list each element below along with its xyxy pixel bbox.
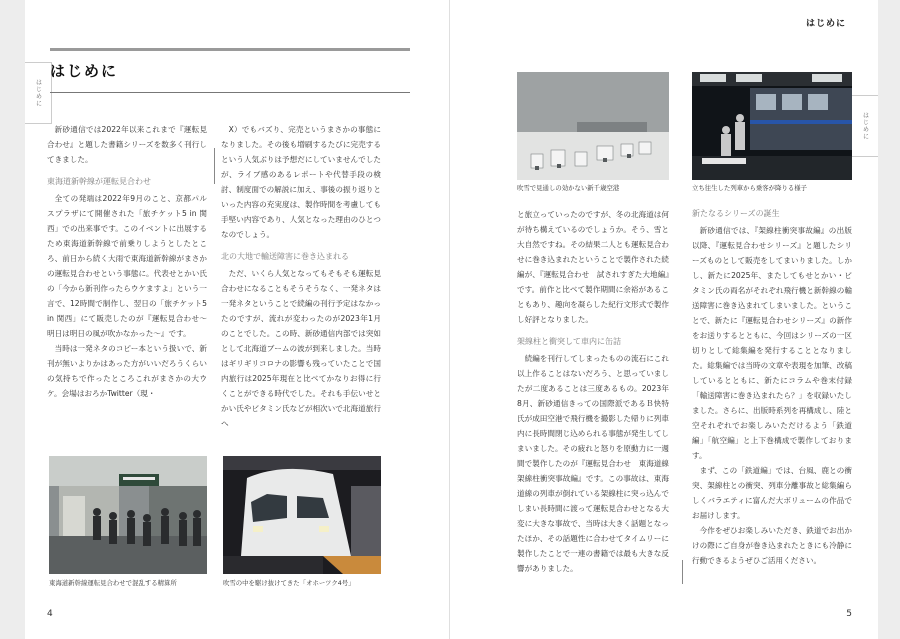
left-page [25, 0, 450, 639]
running-head: はじめに [805, 19, 846, 29]
body-paragraph: 全ての発端は2022年9月のこと、京都パルスプラザにて開催された「旅チケット5 in 関西」での出来事です。このイベントに出展するため東海道新幹線で前乗りしようとしたところ、前日から続く大雨で東海道新幹線がまさかの運転見合わせという事態に。代表せとかい氏の「今から新刊作ったらウケますよ」という一言で、12時間で制作し、翌日の「旅チケット5 in 関西」にて販売したのが『運転見合わせ～明日は明日の風が吹かなかった～』です。 [47, 194, 207, 338]
section-heading: 新たなるシリーズの誕生 [692, 209, 780, 218]
photo-caption: 立ち往生した列車から乗客が降りる様子 [692, 184, 808, 192]
body-paragraph: ただ、いくら人気となってもそもそも運転見合わせになることもそうそうなく、一発ネタは一発ネタということで続編の刊行予定はなかったのですが、流れが変わったのが2023年1月のことでした。この時、新砂通信内部では突如として北海道ブームの波が到来しました。当時はギリギリコロナの影響も残っていたことで国内旅行は2025年現在と比べてかなりお得に行くことができる時代でした。それも手伝いせとかい氏やビタミン氏などが相次いで北海道旅行へ [221, 269, 381, 428]
page-title: はじめに [50, 62, 119, 80]
section-heading: 東海道新幹線が運転見合わせ [47, 177, 151, 186]
body-paragraph: まず、この「鉄道編」では、台風、鹿との衝突、架線柱との衝突、列車分離事故と総集編らしくバラエティに富んだ大ボリュームの作品でお届けします。 [692, 466, 852, 520]
chapter-side-tab[interactable]: はじめに [851, 95, 878, 157]
body-paragraph: と旅立っていったのですが、冬の北海道は何が待ち構えているのでしょうか。そう、雪と大自然ですね。その結果二人とも運転見合わせに巻き込まれたということで製作された続編が、『運転見合わせ 試されすぎた大地編』です。前作と比べて製作期間に余裕があることもあり、趣向を凝らした紀行文形式で製作し好評となりました。 [517, 210, 669, 324]
photo-caption: 吹雪で見通しの効かない新千歳空港 [517, 184, 620, 192]
body-paragraph: 新砂通信では2022年以来これまで『運転見合わせ』と題した書籍シリーズを数多く刊行してきました。 [47, 125, 207, 164]
section-heading: 架線柱と衝突して車内に缶詰 [517, 337, 621, 346]
body-paragraph: 今作をぜひお楽しみいただき、鉄道でお出かけの際にご自身が巻き込まれたときにも冷静に行動できるようぜひご活用ください。 [692, 526, 852, 565]
column-divider [214, 148, 215, 184]
photo-snowy-train [223, 456, 381, 574]
photo-caption: 東海道新幹線運転見合わせで混乱する精算所 [49, 579, 177, 587]
body-column-4 [692, 207, 852, 568]
section-heading: 北の大地で輸送障害に巻き込まれる [221, 252, 349, 261]
title-underline [50, 92, 410, 93]
body-paragraph: 続編を刊行してしまったものの流石にこれ以上作ることはないだろう、と思っていましたが二度あることは三度あるもの。2023年8月、新砂通信きっての国際派であるＢ快特氏が成田空港で飛行機を撮影した帰りに列車内に長時間閉じ込められる事態が発生してしまいました。その疲れと怒りを原動力に一週間で製作したのが『運転見合わせ 東海道線架線柱衝突事故編』です。この事故は、東海道線の列車が倒れている架線柱に突っ込んでしまい長時間に渡って運転見合わせとなる大変に大きな事故で、当時は大きく話題となったほか、その話題性に合わせてタイムリーに製作したことで一連の書籍では最も大きな反響がありました。 [517, 354, 669, 573]
body-column-2 [221, 122, 381, 431]
column-divider [682, 560, 683, 584]
photo-snowy-airport [517, 72, 669, 180]
photo-ticket-office [49, 456, 207, 574]
photo-stranded-train [692, 72, 852, 180]
body-column-3 [517, 207, 669, 576]
chapter-side-tab[interactable]: はじめに [25, 62, 52, 124]
body-column-1 [47, 122, 207, 401]
page-number: 5 [846, 609, 852, 619]
body-paragraph: 新砂通信では、『架線柱衝突事故編』の出版以降、『運転見合わせシリーズ』と題したシリーズものとして販売をしてまいりました。しかし、新たに2025年、またしてもせとかい・ビタミン氏の両名がそれぞれ飛行機と新幹線の輸送障害に巻き込まれてしまいました。ということで、新たに『運転見合わせシリーズ』の新作をお送りするとともに、今回はシリーズの一区切りとして総集編を発行することとなりました。総集編では当時の文章や表現を加筆、改稿しているとともに、新たにコラムや巻末付録「輸送障害に巻き込まれたら？」を収録いたしました。さらに、出版時系列を再構成し、陸と空それぞれでお楽しみいただけるよう「鉄道編」「航空編」と上下巻構成で製作しております。 [692, 226, 852, 460]
title-top-bar [50, 48, 410, 51]
body-paragraph: X）でもバズり、完売というまさかの事態になりました。その後も増刷するたびに完売するという人気ぶりは予想だにしていませんでしたが、ライブ感のあるレポートや代替手段の検討、制度面での解説に加え、事後の振り返りといった内容の充実度は、製作時間を考慮しても手堅い内容であり、人気となった理由のひとつなのでしょう。 [221, 125, 381, 239]
page-number: 4 [47, 609, 53, 619]
photo-caption: 吹雪の中を駆け抜けてきた「オホーツク4号」 [223, 579, 355, 587]
body-paragraph: 当時は一発ネタのコピー本という扱いで、新刊が無いよりかはあった方がいいだろうくらいの気持ちで作ったところこれがまさかの大ウケ。会場はおろかTwitter（現・ [47, 344, 207, 398]
right-page [450, 0, 878, 639]
